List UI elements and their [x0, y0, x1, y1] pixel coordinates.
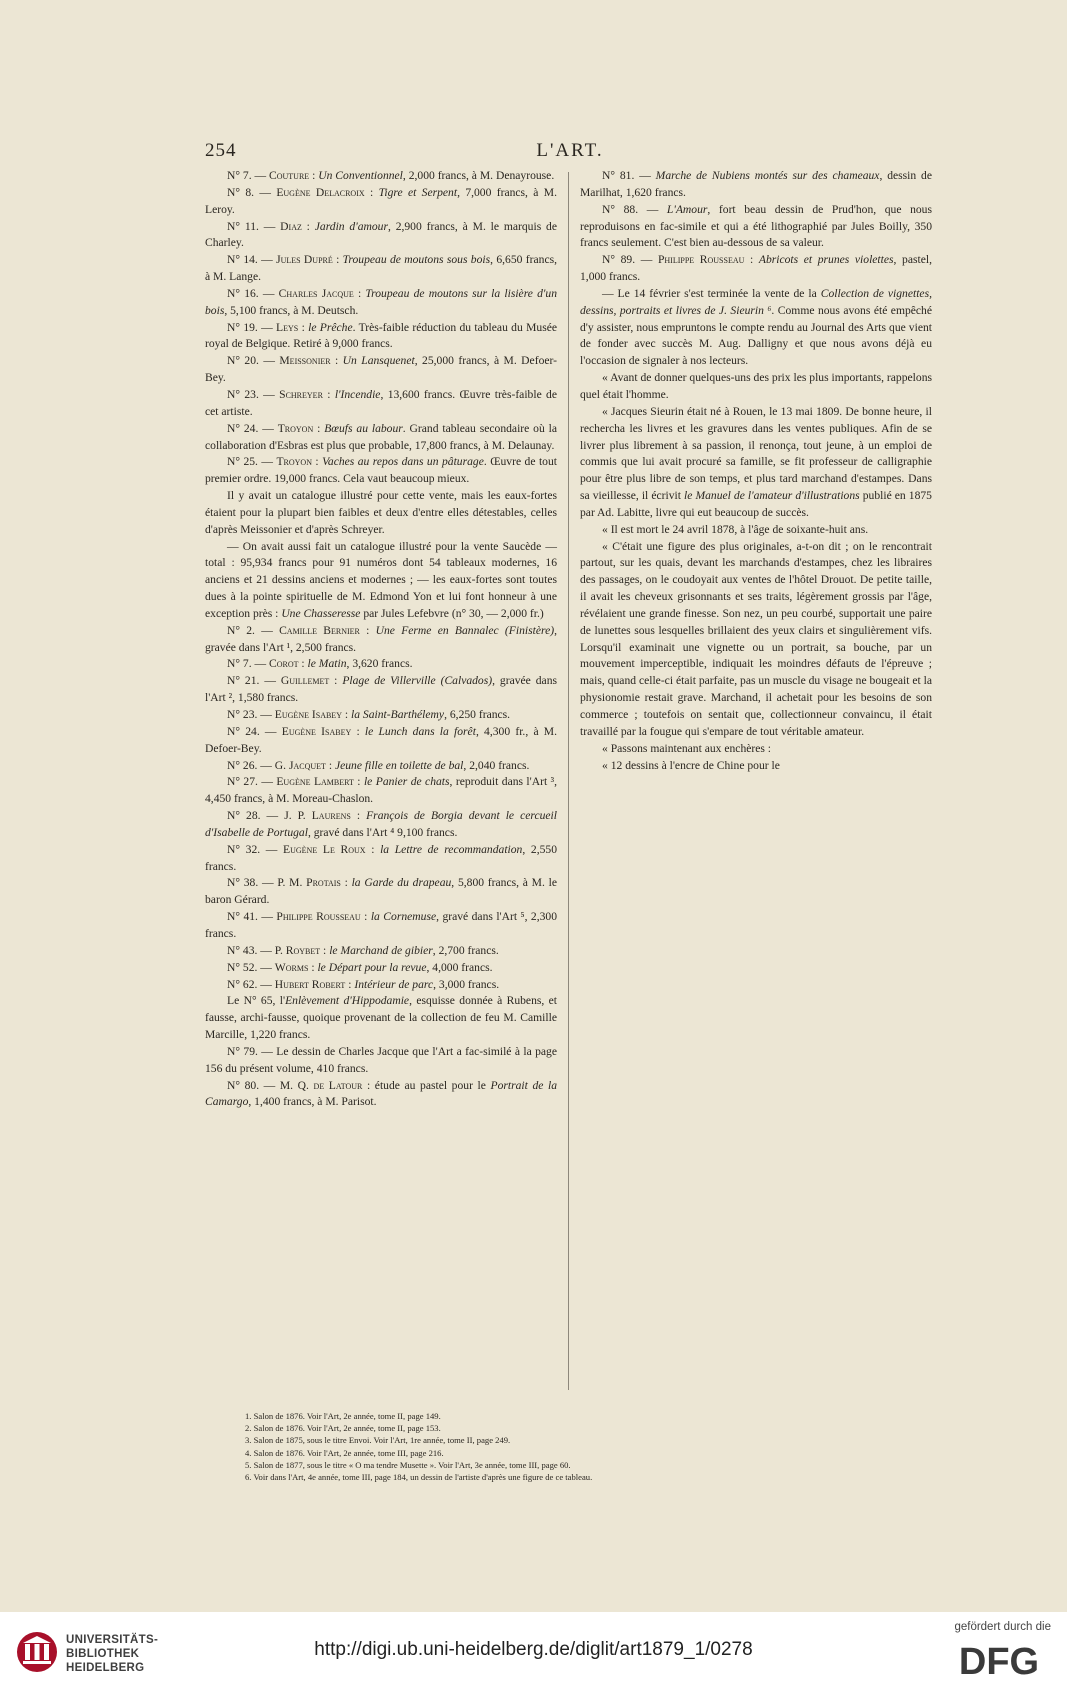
paragraph-mid: : — [298, 320, 309, 334]
paragraph-pre: N° 26. — — [227, 758, 275, 772]
paragraph-pre: N° 24. — — [227, 421, 278, 435]
paragraph-it: la Garde du drapeau — [351, 876, 452, 890]
footnote: 4. Salon de 1876. Voir l'Art, 2e année, tome III, page 216. — [245, 1447, 444, 1458]
paragraph-pre: N° 28. — — [227, 809, 285, 823]
paragraph-sc: J. P. Laurens — [284, 809, 351, 823]
paragraph-sc: M. Q. de Latour — [279, 1078, 363, 1092]
paragraph-it: Troupeau de moutons sous bois — [342, 253, 491, 267]
paragraph-it: Abricots et prunes violettes — [758, 253, 894, 267]
paragraph-sc: Troyon — [277, 421, 314, 435]
paragraph-post: , 5,100 francs, à M. Deutsch. — [224, 303, 359, 317]
page-header — [205, 140, 935, 162]
paragraph-pre: Le N° 65, l' — [227, 994, 286, 1008]
paragraph-sc: Diaz — [280, 219, 302, 233]
paragraph-post: , 25,000 francs, à M. Defoer-Bey. — [205, 354, 557, 385]
paragraph-pre: « Avant de donner quelques-uns des prix les plus importants, rappelons quel était l'homme. — [580, 371, 932, 401]
paragraph-mid: : — [322, 387, 335, 401]
paragraph-pre: N° 19. — — [227, 320, 277, 334]
paragraph-it: Une Chasseresse — [281, 606, 361, 620]
paragraph-post: . Très-faible réduction du tableau du Musée royal de Belgique. Retiré à 9,000 francs. — [205, 320, 557, 351]
paragraph-pre: N° 7. — — [227, 657, 269, 671]
paragraph-post: . Grand tableau secondaire où la collaboration d'Esbras est plus que probable, 17,800 francs, à M. Delaunay. — [205, 421, 557, 452]
paragraph-mid: : — [353, 775, 364, 789]
paragraph-mid: : — [308, 960, 318, 974]
paragraph-pre: N° 7. — — [227, 169, 269, 182]
permalink-url[interactable]: http://digi.ub.uni-heidelberg.de/diglit/art1879_1/0278 — [314, 1639, 753, 1660]
paragraph-it: Une Ferme en Bannalec (Finistère) — [375, 623, 555, 637]
paragraph-pre: N° 11. — — [227, 219, 281, 233]
paragraph — [205, 960, 557, 977]
paragraph-pre: N° 79. — Le dessin de Charles Jacque que l'Art a fac-similé à la page 156 du présent volume, 410 francs. — [205, 1044, 557, 1075]
paragraph-pre: N° 89. — — [602, 253, 658, 267]
paragraph-pre: — Le 14 février s'est terminée la vente de la — [602, 286, 821, 300]
paragraph-sc: P. Roybet — [274, 943, 321, 957]
paragraph — [205, 387, 557, 421]
paragraph — [205, 656, 557, 673]
paragraph — [205, 673, 557, 707]
paragraph-sc: Eugène Le Roux — [283, 842, 366, 856]
paragraph-mid: : — [329, 674, 343, 688]
paragraph-post: , 6,250 francs. — [444, 708, 511, 721]
paragraph-it: Collection de vignettes, dessins, portraits et livres de J. Sieurin ⁶ — [580, 286, 932, 317]
paragraph-post: , gravé dans l'Art ⁴ 9,100 francs. — [307, 825, 458, 839]
paragraph-post: , 2,550 francs. — [205, 842, 557, 873]
paragraph — [580, 168, 932, 202]
paragraph-sc: Philippe Rousseau — [657, 253, 745, 267]
paragraph-post: , 13,600 francs. Œuvre très-faible de cet artiste. — [205, 387, 557, 418]
paragraph-post: , 3,620 francs. — [346, 657, 413, 671]
paragraph-pre: N° 43. — — [227, 943, 275, 957]
running-title: L'ART. — [536, 140, 604, 161]
paragraph-sc: Hubert Robert — [274, 977, 346, 991]
paragraph-pre: N° 14. — — [227, 253, 277, 267]
funder-label: gefördert durch die — [954, 1621, 1051, 1633]
paragraph-mid: : — [340, 876, 352, 890]
viewer-footer — [0, 1612, 1067, 1691]
paragraph — [580, 286, 932, 370]
paragraph-pre: N° 20. — — [227, 354, 280, 368]
paragraph-pre: N° 80. — — [227, 1078, 280, 1092]
paragraph — [205, 774, 557, 808]
paragraph-pre: N° 21. — — [227, 674, 281, 688]
paragraph-it: Troupeau de moutons sur la lisière d'un bois — [205, 286, 557, 317]
paragraph-sc: P. M. Protais — [277, 876, 341, 890]
paragraph-it: Jardin d'amour — [314, 219, 388, 233]
paragraph — [205, 286, 557, 320]
paragraph-sc: G. Jacquet — [274, 758, 326, 772]
paragraph-mid: : — [309, 169, 319, 182]
paragraph — [580, 370, 932, 404]
footnotes — [245, 1410, 905, 1483]
paragraph-sc: Couture — [269, 169, 310, 182]
paragraph-pre: « 12 dessins à l'encre de Chine pour le — [602, 758, 780, 772]
paragraph-mid: : — [744, 253, 759, 267]
paragraph-post: , 4,300 fr., à M. Defoer-Bey. — [205, 724, 558, 755]
paragraph-sc: Schreyer — [279, 387, 323, 401]
paragraph-sc: Corot — [269, 657, 299, 671]
paragraph-pre: N° 27. — — [227, 775, 277, 789]
paragraph-pre: N° 2. — — [227, 623, 280, 637]
paragraph-mid: : — [332, 253, 343, 267]
paragraph-it: Un Conventionnel — [318, 169, 403, 182]
paragraph — [205, 488, 557, 539]
paragraph-it: le Marchand de gibier — [329, 943, 433, 957]
right-column — [580, 168, 932, 774]
paragraph-pre: N° 32. — — [227, 842, 284, 856]
paragraph — [205, 993, 557, 1044]
paragraph-pre: N° 25. — — [227, 455, 277, 469]
paragraph — [205, 320, 557, 354]
paragraph-mid: : — [301, 219, 315, 233]
paragraph-mid: : — [351, 724, 365, 738]
paragraph-it: Un Lansquenet — [342, 354, 415, 368]
paragraph-sc: Meissonier — [279, 354, 331, 368]
paragraph — [205, 707, 557, 724]
paragraph — [205, 185, 557, 219]
paragraph-pre: N° 8. — — [227, 185, 277, 199]
footnote: 2. Salon de 1876. Voir l'Art, 2e année, tome II, page 153. — [245, 1423, 441, 1434]
paragraph-pre: « Passons maintenant aux enchères : — [602, 741, 772, 755]
university-library-name: UNIVERSITÄTS- BIBLIOTHEK HEIDELBERG — [66, 1634, 159, 1674]
paragraph-it: le Panier de chats — [363, 775, 450, 789]
paragraph — [580, 539, 932, 741]
paragraph-post: , gravé dans l'Art ⁵, 2,300 francs. — [205, 910, 557, 940]
paragraph — [205, 353, 557, 387]
paragraph-it: le Prêche — [308, 320, 353, 334]
paragraph-it: le Manuel de l'amateur d'illustrations — [684, 489, 860, 503]
paragraph-it: Bœufs au labour — [324, 421, 403, 435]
footnote: 6. Voir dans l'Art, 4e année, tome III, page 184, un dessin de l'artiste d'après une figure de ce tableau. — [245, 1472, 593, 1483]
paragraph — [205, 875, 557, 909]
paragraph — [580, 758, 932, 775]
dfg-logo-icon — [947, 1639, 1051, 1679]
paragraph-mid: : — [298, 657, 308, 671]
paragraph-pre: N° 62. — — [227, 977, 275, 991]
paragraph-post: , esquisse donnée à Rubens, et fausse, archi-fausse, quoique provenant de la collection de feu M. Camille Marcille, 1,220 francs. — [205, 994, 557, 1042]
paragraph — [205, 454, 557, 488]
paragraph-sc: Eugène Lambert — [276, 775, 354, 789]
paragraph-it: Jeune fille en toilette de bal — [334, 758, 464, 772]
paragraph — [580, 252, 932, 286]
paragraph-pre: N° 16. — — [227, 286, 279, 300]
paragraph-it: le Matin — [307, 657, 347, 671]
paragraph-mid: : — [320, 943, 330, 957]
paragraph — [205, 758, 557, 775]
paragraph-mid: : — [350, 809, 367, 823]
paragraph-sc: Charles Jacque — [278, 286, 354, 300]
paragraph-it: le Lunch dans la forêt — [364, 724, 476, 738]
paragraph-sc: Camille Bernier — [279, 623, 360, 637]
paragraph-mid: : — [341, 708, 352, 721]
paragraph-pre: N° 23. — — [227, 708, 275, 721]
paragraph — [580, 202, 932, 253]
paragraph — [205, 1078, 557, 1112]
paragraph-post: , pastel, 1,000 francs. — [580, 253, 932, 284]
paragraph-post: , dessin de Marilhat, 1,620 francs. — [580, 169, 932, 199]
paragraph-it: François de Borgia devant le cercueil d'Isabelle de Portugal — [205, 809, 557, 839]
paragraph-pre: N° 23. — — [227, 387, 280, 401]
paragraph-post: . Œuvre de tout premier ordre. 19,000 francs. Cela vaut beaucoup mieux. — [205, 455, 557, 486]
paragraph-pre: « Jacques Sieurin était né à Rouen, le 13 mai 1809. De bonne heure, il rechercha les livres et les gravures dans les ventes publiques. Afin de se livrer plus librement à sa passion, il renonça, tout jeune, à un emploi de commis que lui avait procuré sa famille, se fit professeur de calligraphie pour être plus libre de son temps, et plus tard marchand d'estampes. Dans sa vieillesse, il écrivit — [580, 404, 932, 503]
paragraph-it: Plage de Villerville (Calvados) — [342, 674, 493, 688]
paragraph-sc: Eugène Isabey — [281, 724, 352, 738]
paragraph-sc: Guillemet — [280, 674, 330, 688]
paragraph — [205, 909, 557, 943]
paragraph-pre: N° 24. — — [227, 724, 282, 738]
paragraph-post: , 2,040 francs. — [463, 758, 530, 772]
paragraph-sc: Jules Dupré — [276, 253, 333, 267]
paragraph-mid: : — [359, 623, 376, 637]
page-number: 254 — [205, 140, 237, 161]
paragraph-sc: Philippe Rousseau — [276, 910, 361, 924]
paragraph-it: la Saint-Barthélemy — [351, 708, 445, 721]
paragraph-post: , gravée dans l'Art ², 1,580 francs. — [205, 674, 557, 705]
paragraph-post: , 1,400 francs, à M. Parisot. — [248, 1095, 377, 1109]
paragraph-post: , 6,650 francs, à M. Lange. — [205, 253, 557, 284]
paragraph-pre: Il y avait un catalogue illustré pour cette vente, mais les eaux-fortes étaient pour la plupart bien faibles et deux d'entre elles détestables, celles d'après Meissonier et d'après Schreyer. — [205, 489, 557, 536]
paragraph-it: l'Incendie — [334, 387, 381, 401]
paragraph-pre: « Il est mort le 24 avril 1878, à l'âge de soixante-huit ans. — [602, 522, 869, 536]
paragraph-post: , gravée dans l'Art ¹, 2,500 francs. — [205, 623, 557, 654]
column-rule — [568, 172, 569, 1390]
paragraph-mid: : — [313, 421, 325, 435]
paragraph-pre: N° 88. — — [602, 202, 667, 216]
paragraph — [205, 1044, 557, 1078]
paragraph-it: la Lettre de recommandation — [380, 842, 523, 856]
paragraph-post: publié en 1875 par Ad. Labitte, livre qui eut beaucoup de succès. — [580, 489, 932, 519]
footnote: 1. Salon de 1876. Voir l'Art, 2e année, tome II, page 149. — [245, 1411, 441, 1421]
paragraph-mid: : étude au pastel pour le — [362, 1078, 491, 1092]
paragraph-post: , 4,000 francs. — [426, 960, 493, 974]
footnote: 5. Salon de 1877, sous le titre « O ma tendre Musette ». Voir l'Art, 3e année, tome III, page 60. — [245, 1459, 571, 1470]
paragraph — [205, 219, 557, 253]
paragraph-post: , 3,000 francs. — [433, 977, 500, 991]
paragraph-it: Enlèvement d'Hippodamie — [285, 994, 410, 1008]
paragraph-sc: Eugène Delacroix — [276, 185, 365, 199]
paragraph-post: par Jules Lefebvre (n° 30, — 2,000 fr.) — [360, 606, 544, 620]
paragraph — [205, 252, 557, 286]
paragraph — [205, 943, 557, 960]
paragraph-post: , reproduit dans l'Art ³, 4,450 francs, à M. Moreau-Chaslon. — [205, 775, 557, 806]
paragraph-pre: N° 41. — — [227, 910, 277, 924]
paragraph-sc: Eugène Isabey — [274, 708, 342, 721]
paragraph-it: Vaches au repos dans un pâturage — [322, 455, 484, 469]
paragraph — [205, 168, 557, 185]
paragraph-post: , 2,700 francs. — [432, 943, 499, 957]
paragraph-pre: N° 52. — — [227, 960, 275, 974]
paragraph-it: Marche de Nubiens montés sur des chameaux — [655, 169, 880, 182]
paragraph-pre: N° 81. — — [602, 169, 656, 182]
paragraph — [205, 977, 557, 994]
paragraph — [580, 404, 932, 522]
paragraph — [205, 421, 557, 455]
paragraph-it: le Départ pour la revue — [317, 960, 427, 974]
paragraph-it: Tigre et Serpent — [378, 185, 458, 199]
paragraph — [205, 539, 557, 623]
footnote: 3. Salon de 1875, sous le titre Envoi. Voir l'Art, 1re année, tome II, page 249. — [245, 1435, 511, 1446]
paragraph-post: , 2,900 francs, à M. le marquis de Charley. — [205, 219, 557, 250]
paragraph — [205, 724, 557, 758]
paragraph-pre: N° 38. — — [227, 876, 278, 890]
dfg-logo-text: DFG — [958, 1641, 1040, 1679]
paragraph-sc: Leys — [276, 320, 299, 334]
paragraph-mid: : — [360, 910, 371, 924]
paragraph-it: Portrait de la Camargo — [205, 1078, 557, 1109]
paragraph — [205, 808, 557, 842]
paragraph-mid: : — [353, 286, 366, 300]
paragraph-mid: : — [311, 455, 323, 469]
paragraph-pre: « C'était une figure des plus originales, a-t-on dit ; on le rencontrait partout, sur les quais, devant les marchands d'estampes, chez les libraires des passages, on le coudoyait aux ventes de l'hôtel Drouot. De petite taille, il avait les cheveux grisonnants et ses traits, légèrement grossis par l'âge, révélaient une grande finesse. Son nez, un peu courbé, supportait une paire de lunettes sous lesquelles brillaient des yeux clairs et singulièrement vifs. Lorsqu'il examinait une vignette ou un portrait, sa bouche, par un mouvement imperceptible, indiquait les moindres défauts de l'épreuve ; mais, quand celle-ci était parfaite, pas un muscle du visage ne bougeait et la physionomie restait grave. Marchand, il achetait pour les besoins de son commerce ; toutefois on sentait que, collectionneur convaincu, il était travaillé par la fougue qui s'empare de tout véritable amateur. — [580, 539, 932, 738]
paragraph-post: , fort beau dessin de Prud'hon, que nous reproduisons en fac-simile et qui a été lithographié par Jules Boilly, 350 francs seulement. C'est bien au-dessous de sa valeur. — [580, 202, 932, 250]
paragraph-mid: : — [345, 977, 355, 991]
paragraph-sc: Worms — [274, 960, 309, 974]
paragraph — [580, 522, 932, 539]
paragraph-mid: : — [325, 758, 335, 772]
paragraph-it: Intérieur de parc — [354, 977, 434, 991]
paragraph-it: L'Amour — [666, 202, 708, 216]
paragraph — [580, 741, 932, 758]
paragraph-mid: : — [364, 185, 379, 199]
paragraph-pre: — On avait aussi fait un catalogue illustré pour la vente Saucède — total : 95,934 francs pour 91 numéros dont 54 tableaux modernes, 16 anciens et 21 dessins anciens et modernes ; — les eaux-fortes sont toutes dues à la pointe spirituelle de M. Edmond Yon et lui font honneur à une exception près : — [205, 539, 557, 620]
paragraph-it: la Cornemuse — [370, 910, 437, 924]
paragraph-post: , 5,800 francs, à M. le baron Gérard. — [205, 876, 557, 907]
paragraph — [205, 623, 557, 657]
paragraph-post: , 2,000 francs, à M. Denayrouse. — [402, 169, 555, 182]
paragraph-sc: Troyon — [276, 455, 312, 469]
paragraph-post: . Comme nous avons été empêché d'y assister, nous empruntons le compte rendu au Journal des Arts que vient de fonder avec succès M. Aug. Dalligny et que nous avons déjà eu l'occasion de signaler à nos lecteurs. — [580, 303, 932, 368]
paragraph-mid: : — [330, 354, 343, 368]
paragraph-mid: : — [365, 842, 381, 856]
paragraph-post: , 7,000 francs, à M. Leroy. — [205, 185, 557, 216]
left-column — [205, 168, 557, 1111]
paragraph — [205, 842, 557, 876]
